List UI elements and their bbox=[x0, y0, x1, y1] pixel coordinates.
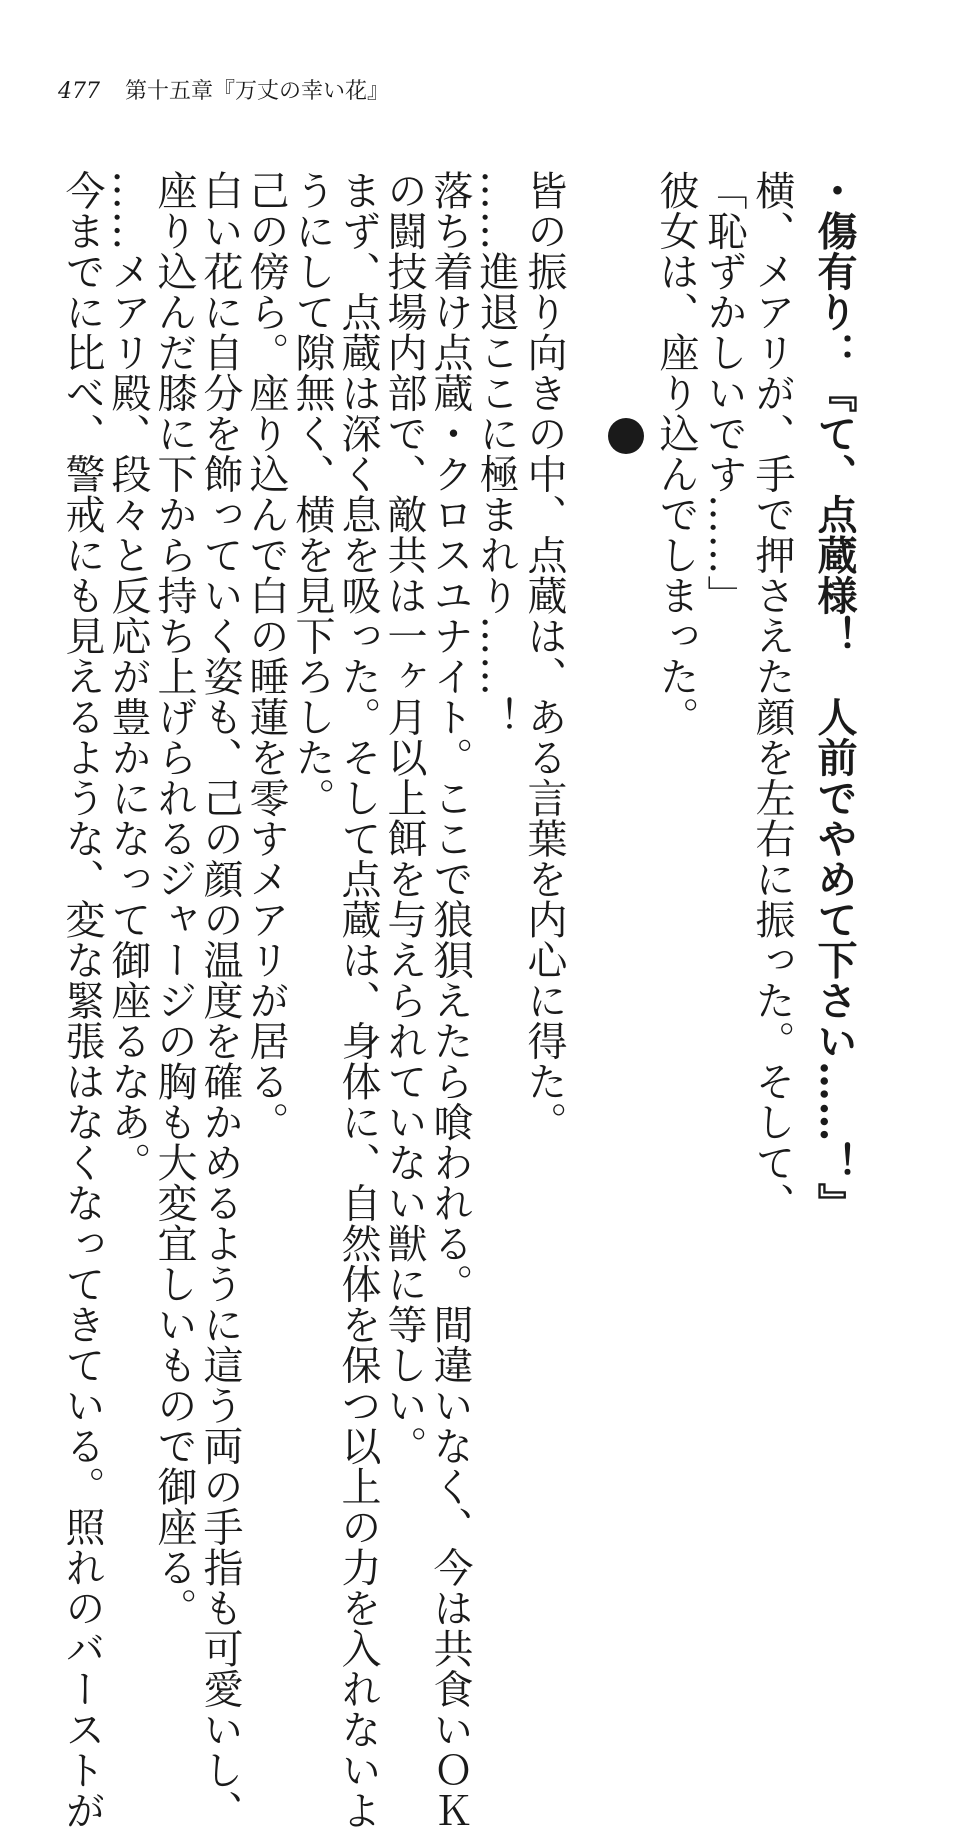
text-column: 座り込んだ膝に下から持ち上げられるジャージの胸も大変宜しいもので御座る。 bbox=[151, 170, 197, 1628]
page-number: 477 bbox=[58, 79, 100, 104]
text-column: 落ち着け点蔵・クロスユナイト。ここで狼狽えたら喰われる。間違いなく、今は共食いＯＫ bbox=[427, 170, 473, 1831]
page-header bbox=[58, 74, 389, 105]
text-column: 今までに比べ、警戒にも見えるような、変な緊張はなくなってきている。照れのバーストが bbox=[59, 170, 105, 1831]
text-column: の闘技場内部で、敵共は一ヶ月以上餌を与えられていない獣に等しい。 bbox=[381, 170, 427, 1466]
section-break-dot-icon bbox=[608, 418, 644, 454]
chapter-title: 第十五章『万丈の幸い花』 bbox=[125, 79, 390, 104]
text-column: ……メアリ殿、段々と反応が豊かになって御座るなあ。 bbox=[105, 170, 151, 1183]
text-column: 彼女は、座り込んでしまった。 bbox=[653, 170, 699, 737]
text-column: まず、点蔵は深く息を吸った。そして点蔵は、身体に、自然体を保つ以上の力を入れないよ bbox=[335, 170, 381, 1831]
text-column: 横、メアリが、手で押さえた顔を左右に振った。そして、 bbox=[749, 170, 795, 1223]
text-column: 「恥ずかしいです……」 bbox=[701, 170, 747, 616]
text-column: 白い花に自分を飾っていく姿も、己の顔の温度を確かめるように這う両の手指も可愛いし、 bbox=[197, 170, 243, 1831]
text-column: ……進退ここに極まれり……！ bbox=[473, 170, 519, 737]
text-column: ・傷有り：『て、点蔵様！ 人前でやめて下さい……！』 bbox=[811, 170, 858, 1223]
text-column: 皆の振り向きの中、点蔵は、ある言葉を内心に得た。 bbox=[521, 170, 567, 1142]
text-column: 己の傍ら。座り込んで白の睡蓮を零すメアリが居る。 bbox=[243, 170, 289, 1142]
text-column: うにして隙無く、横を見下ろした。 bbox=[289, 170, 335, 818]
